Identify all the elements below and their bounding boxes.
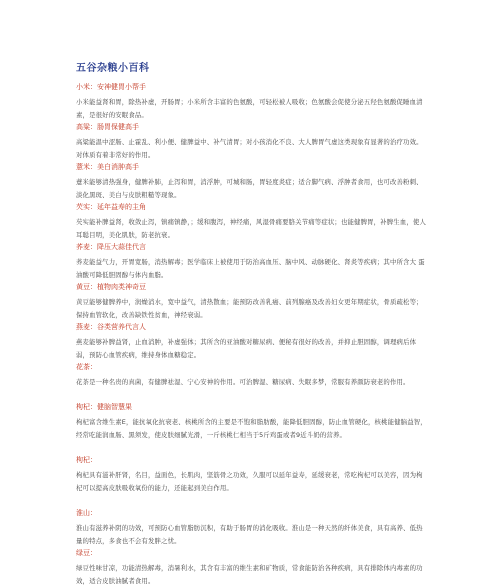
section-heading: 枸杞：健脑智慧果 [76, 403, 132, 411]
section-body: 枸杞具有滋补肝肾，名目，益面色，长肌肉，坚筋骨之功效，久服可以延年益寿，延缓衰老，常吃枸杞可以美容，因为枸杞可以提高皮肤吸收氧份的能力，还能起到美白作用。 [76, 471, 423, 492]
section [76, 202, 428, 242]
section-body: 花茶是一种名贵的真菌，有健脾祛湿、宁心安神的作用。可治脾湿、糖尿病、失眠多梦，常服有养颜防衰老的作用。 [76, 378, 410, 386]
section-heading: 薏米：美白消肿高手 [76, 163, 139, 171]
section [76, 162, 428, 202]
section-heading: 枸杞： [76, 456, 97, 464]
section-heading: 小米：安神健胃小帮手 [76, 83, 146, 91]
section-heading: 花茶： [76, 363, 97, 371]
section [76, 82, 428, 122]
section [76, 548, 428, 588]
section-body: 芡实能补脾益肾，收敛止泻，镇痛镇静，；缓和腹泻，神经痛，风湿骨痛要胳关节痛等症状；也能健脾胃，补脾生血，使人耳聪目明，美化肌肤，防老抗衰。 [76, 218, 426, 239]
section [76, 508, 428, 548]
page-title: 五谷杂粮小百科 [76, 63, 150, 74]
section-body: 小米能益肾和胃，除热补虚，开肠胃；小米所含丰富的色氨酸，可轻松被人吸收；色氨酸会促使分泌五羟色氨酸促睡血清素，是很好的安眠食品。 [76, 98, 423, 119]
section-heading: 高粱：肠胃保健高手 [76, 123, 139, 131]
section-body: 燕麦能够补脾益肾，止血消肿，补虚强体；其所含的亚油酸对糖尿病、便秘有很好的改善，并抑止胆固醇，调理病后体弱，预防心血管疾病，维持身体血糖稳定。 [76, 338, 417, 359]
section-body: 高粱能温中涩肠、止霍乱、利小便、健脾益中、补气清胃；对小孩消化不良、大人脾胃气虚这类现象有显著的治疗功效。对体质有着非常好的作用。 [76, 138, 423, 159]
section-heading: 荞麦：降压大蒜佳代言 [76, 243, 146, 251]
section-body: 荞麦能益气力，开胃宽肠，消热解毒；医学临床上被使用于防治高血压、脑中风、动脉硬化、肾炎等疾病；其中所含大 蛋油酸可降低胆固醇与体内血脂。 [76, 258, 425, 279]
section [76, 322, 428, 362]
section-heading: 黄豆：植物肉类神奇豆 [76, 283, 146, 291]
section [76, 242, 428, 282]
section [76, 455, 428, 508]
section-body: 淮山有滋养补阴的功效，可预防心血管脂肪沉积，有助于肠胃的消化吸收。淮山是一种天然的纤体美食，具有高养、低热量的特点，多食也不会有发胖之忧。 [76, 524, 423, 545]
content [76, 82, 428, 588]
section [76, 402, 428, 455]
section-body: 绿豆性味甘凉，功能清热解毒，消暑利水，其含有丰富的维生素和矿物质，常食能防治各种疾病，具有排除体内毒素的功效，适合皮肤油腻者食用。 [76, 564, 423, 585]
section-body: 枸杞富含维生素E，能抗氧化抗衰老、核桃所含的主要是不饱和脂肪酸，能降低胆固醇，防止血管硬化，核桃能健脑益智，经常吃能润血肠、黑须发，使皮肤细腻光滑，一斤核桃仁相当于5斤鸡蛋或者9近斗奶的营养。 [76, 418, 427, 439]
section [76, 122, 428, 162]
section-heading: 燕麦：谷类营养代言人 [76, 323, 146, 331]
section [76, 282, 428, 322]
section-heading: 绿豆： [76, 549, 97, 557]
section [76, 362, 428, 402]
section-body: 黄豆能够健脾养中，润燥消水，宽中益气，清热散血；能预防改善乳癌、前列腺癌及改善妇女更年期症状，骨质疏松等；保持血管软化，改善缺铁性贫血，神经衰弱。 [76, 298, 423, 319]
section-heading: 淮山： [76, 509, 97, 517]
section-heading: 芡实：延年益寿的主角 [76, 203, 146, 211]
section-body: 薏米能够清热强身，健脾补肺，止泻和胃，消浮肿，可城和肠，胃轻度炎症；适合脚气病、浮肿者食用，也可改善粉刺、淡化黑斑、美白与皮肤粗糙等现象。 [76, 178, 423, 199]
